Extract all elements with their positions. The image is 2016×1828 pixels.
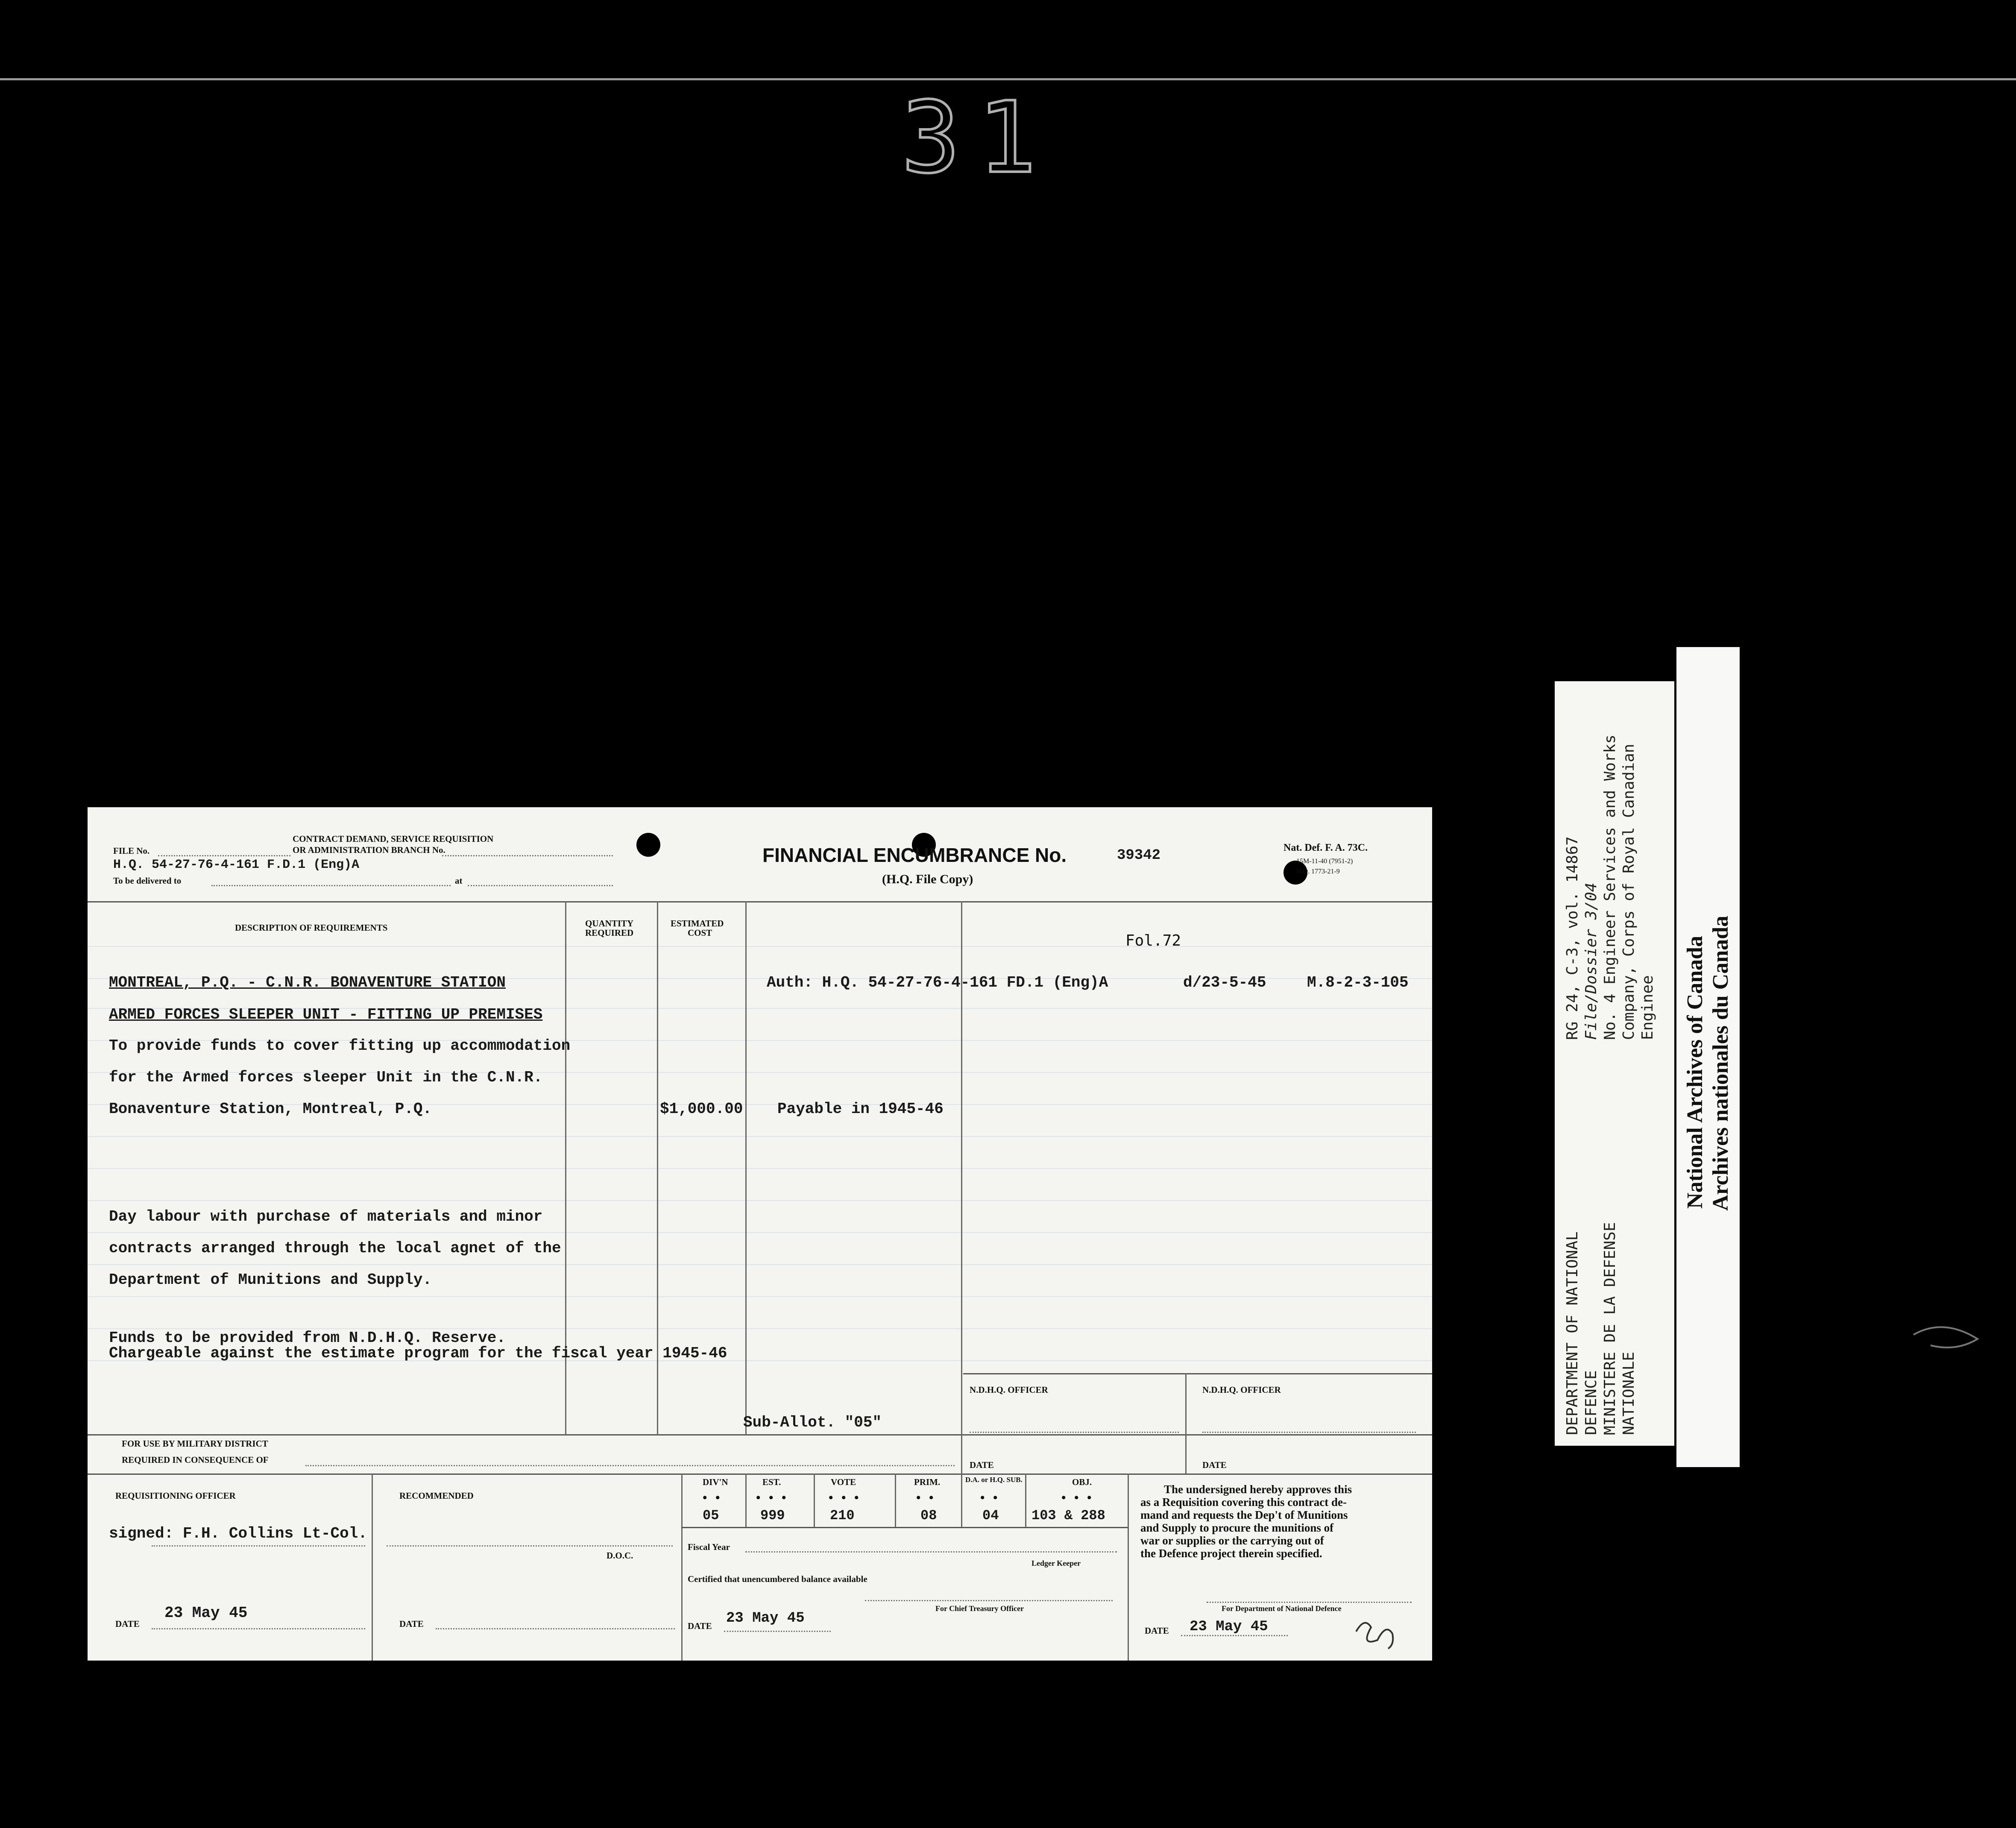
approval-line-1: The undersigned hereby approves this: [1164, 1483, 1352, 1496]
approval-date-label: DATE: [1145, 1626, 1169, 1636]
ndhq-date-1: DATE: [970, 1460, 994, 1470]
certified-text: Certified that unencumbered balance available: [688, 1574, 867, 1584]
req-date-label: DATE: [115, 1619, 140, 1629]
code-dots: • •: [916, 1491, 936, 1505]
file-no-label: FILE No.: [113, 846, 150, 856]
to-be-delivered-label: To be delivered to: [113, 876, 182, 886]
description-line-9: Funds to be provided from N.D.H.Q. Reserve.: [109, 1329, 506, 1347]
national-archives-stamp: [1676, 647, 1740, 1467]
description-line-6: Day labour with purchase of materials and minor: [109, 1208, 543, 1225]
form-code-3: H.Q. 1773-21-9: [1296, 868, 1340, 875]
code-value: 04: [982, 1508, 999, 1523]
code-label: DIV'N: [703, 1477, 728, 1487]
code-dots: • • •: [756, 1491, 789, 1505]
description-line-7: contracts arranged through the local agnet of the: [109, 1239, 561, 1257]
recommended-label: RECOMMENDED: [399, 1491, 474, 1501]
archive-unit-1: No. 4 Engineer Services and Works: [1601, 734, 1619, 1040]
requisitioning-signature: signed: F.H. Collins Lt-Col.: [109, 1525, 367, 1542]
fiscal-year-label: Fiscal Year: [688, 1542, 730, 1552]
ndhq-officer-1: N.D.H.Q. OFFICER: [970, 1385, 1048, 1395]
authority-date: d/23-5-45: [1183, 974, 1266, 991]
code-dots: • •: [703, 1491, 723, 1505]
description-line-5: Bonaventure Station, Montreal, P.Q.: [109, 1100, 432, 1118]
ndhq-date-2: DATE: [1202, 1460, 1227, 1470]
at-label: at: [455, 876, 463, 886]
approval-line-4: and Supply to procure the munitions of: [1140, 1521, 1334, 1534]
header-left-line2: OR ADMINISTRATION BRANCH No.: [293, 845, 445, 855]
file-no-value: H.Q. 54-27-76-4-161 F.D.1 (Eng)A: [113, 858, 360, 872]
folio-number: Fol.72: [1125, 932, 1181, 949]
form-code: Nat. Def. F. A. 73C.: [1283, 842, 1368, 853]
archive-file: File/Dossier 3/04: [1582, 882, 1600, 1040]
description-line-8: Department of Munitions and Supply.: [109, 1271, 432, 1289]
military-district-line1: FOR USE BY MILITARY DISTRICT: [122, 1438, 268, 1449]
col-quantity-1: QUANTITY: [585, 918, 634, 929]
archive-unit-3: Enginee: [1639, 975, 1656, 1040]
ledger-keeper-label: Ledger Keeper: [1031, 1559, 1081, 1567]
code-label: EST.: [762, 1477, 781, 1487]
payable-year: Payable in 1945-46: [777, 1100, 944, 1118]
ndhq-officer-2: N.D.H.Q. OFFICER: [1202, 1385, 1281, 1395]
financial-encumbrance-form: [88, 807, 1432, 1661]
archive-unit-2: Company, Corps of Royal Canadian: [1620, 744, 1638, 1040]
code-dots: • • •: [1061, 1491, 1094, 1505]
handwritten-initials: [1352, 1614, 1399, 1651]
code-value: 103 & 288: [1031, 1508, 1105, 1523]
col-quantity-2: REQUIRED: [585, 928, 634, 938]
requisitioning-officer-label: REQUISITIONING OFFICER: [115, 1491, 236, 1501]
code-label: VOTE: [831, 1477, 856, 1487]
header-left-line1: CONTRACT DEMAND, SERVICE REQUISITION: [293, 834, 494, 844]
code-label: OBJ.: [1072, 1477, 1092, 1487]
form-code-2: 15M-11-40 (7951-2): [1296, 858, 1353, 865]
code-dots: • • •: [829, 1491, 861, 1505]
stamp-line-2: Archives nationales du Canada: [1708, 915, 1733, 1211]
code-dots: • •: [980, 1491, 1000, 1505]
code-value: 210: [830, 1508, 855, 1523]
approval-line-6: the Defence project therein specified.: [1140, 1547, 1322, 1560]
authority-reference: Auth: H.Q. 54-27-76-4-161 FD.1 (Eng)A: [767, 974, 1108, 991]
dept-line-1: DEPARTMENT OF NATIONAL: [1564, 1231, 1581, 1435]
approval-line-3: mand and requests the Dep't of Munitions: [1140, 1509, 1348, 1521]
description-line-10: Chargeable against the estimate program for the fiscal year 1945-46: [109, 1345, 727, 1362]
code-label: D.A. or H.Q. SUB.: [965, 1476, 1023, 1484]
doc-label: D.O.C.: [607, 1550, 633, 1561]
stamp-line-1: National Archives of Canada: [1683, 936, 1707, 1209]
col-cost-2: COST: [688, 928, 712, 938]
description-line-1: MONTREAL, P.Q. - C.N.R. BONAVENTURE STATION: [109, 974, 506, 991]
code-value: 08: [920, 1508, 937, 1523]
requisition-date: 23 May 45: [164, 1604, 248, 1622]
encumbrance-number: 39342: [1117, 847, 1161, 864]
description-line-3: To provide funds to cover fitting up accommodation: [109, 1037, 571, 1055]
authority-ref-number: M.8-2-3-105: [1307, 974, 1409, 991]
dept-line-2: DEFENCE: [1582, 1370, 1600, 1435]
form-subtitle: (H.Q. File Copy): [882, 872, 973, 886]
approval-line-5: war or supplies or the carrying out of: [1140, 1534, 1324, 1547]
film-edge-line: [0, 78, 2016, 80]
for-department-label: For Department of National Defence: [1222, 1604, 1342, 1613]
treasury-date-label: DATE: [688, 1621, 712, 1631]
sub-allotment: Sub-Allot. "05": [743, 1414, 882, 1431]
approval-line-2: as a Requisition covering this contract de-: [1140, 1496, 1347, 1509]
col-description: DESCRIPTION OF REQUIREMENTS: [235, 923, 388, 933]
code-value: 999: [760, 1508, 785, 1523]
recommended-date-label: DATE: [399, 1619, 424, 1629]
military-district-line2: REQUIRED IN CONSEQUENCE OF: [122, 1455, 269, 1465]
archive-reference-label: [1555, 681, 1674, 1446]
treasury-date: 23 May 45: [726, 1610, 805, 1626]
punch-hole: [636, 833, 660, 857]
description-line-4: for the Armed forces sleeper Unit in the C.N.R.: [109, 1069, 543, 1086]
approval-date: 23 May 45: [1190, 1619, 1268, 1635]
dept-line-4: NATIONALE: [1620, 1351, 1638, 1435]
dept-line-3: MINISTERE DE LA DEFENSE: [1601, 1222, 1619, 1435]
estimated-cost: $1,000.00: [660, 1100, 743, 1118]
col-cost-1: ESTIMATED: [671, 918, 724, 929]
description-line-2: ARMED FORCES SLEEPER UNIT - FITTING UP PREMISES: [109, 1006, 543, 1023]
code-label: PRIM.: [914, 1477, 941, 1487]
frame-number: 31: [901, 81, 1054, 195]
code-value: 05: [703, 1508, 719, 1523]
chief-treasury-label: For Chief Treasury Officer: [935, 1604, 1024, 1613]
form-title: FINANCIAL ENCUMBRANCE No.: [762, 844, 1067, 866]
film-scratch-mark: [1905, 1322, 1990, 1356]
archive-ref: RG 24, C-3, vol. 14867: [1564, 836, 1581, 1040]
